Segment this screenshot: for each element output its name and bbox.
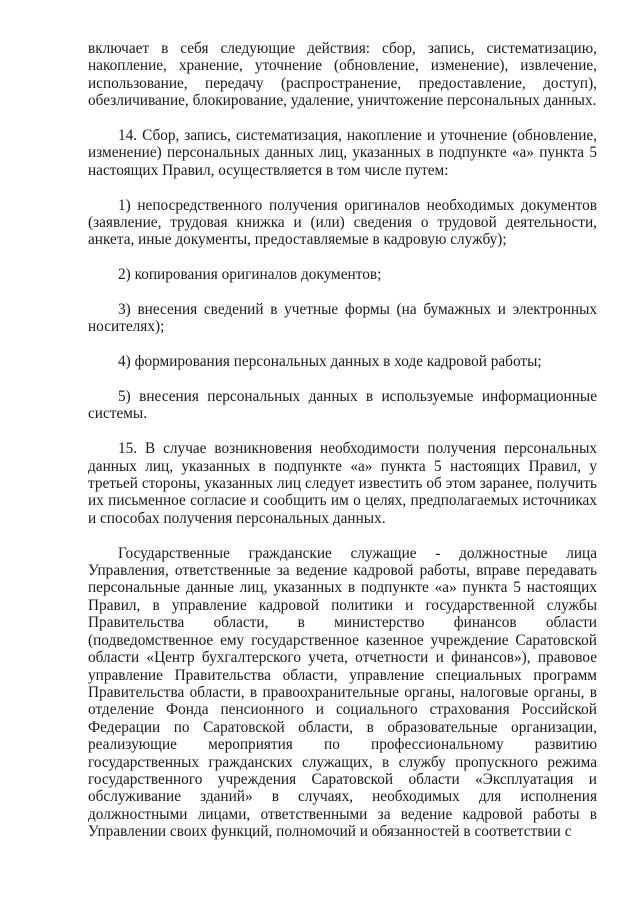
list-item-5: 5) внесения персональных данных в используемые информационные системы.	[88, 388, 597, 423]
paragraph-civil-servants: Государственные гражданские служащие - должностные лица Управления, ответственные за ведение кадровой работы, вправе передавать персональные данные лиц, указанных в подпункте «а» пункта 5 настоящих Правил, в управление кадровой политики и государственной службы Правительства области, в министерство финансов области (подведомственное ему государственное казенное учреждение Саратовской области «Центр бухгалтерского учета, отчетности и финансов»), правовое управление Правительства области, управление специальных программ Правительства области, в правоохранительные органы, налоговые органы, в отделение Фонда пенсионного и социального страхования Российской Федерации по Саратовской области, в образовательные организации, реализующие мероприятия по профессиональному развитию государственных гражданских служащих, в службу пропускного режима государственного учреждения Саратовской области «Эксплуатация и обслуживание зданий» в случаях, необходимых для исполнения должностными лицами, ответственными за ведение кадровой работы в Управлении своих функций, полномочий и обязанностей в соответствии с	[88, 544, 597, 841]
list-item-1: 1) непосредственного получения оригиналов необходимых документов (заявление, трудовая книжка и (или) сведения о трудовой деятельности, анкета, иные документы, предоставляемые в кадровую службу);	[88, 196, 597, 249]
list-item-2: 2) копирования оригиналов документов;	[118, 266, 382, 284]
list-item-3: 3) внесения сведений в учетные формы (на бумажных и электронных носителях);	[88, 301, 597, 336]
paragraph-clause-14: 14. Сбор, запись, систематизация, накопление и уточнение (обновление, изменение) персональных данных лиц, указанных в подпункте «а» пункта 5 настоящих Правил, осуществляется в том числе путем:	[88, 127, 597, 179]
paragraph-actions-list: включает в себя следующие действия: сбор, запись, систематизацию, накопление, хранение, уточнение (обновление, изменение), извлечение, использование, передачу (распространение, предоставление, доступ), обезличивание, блокирование, удаление, уничтожение персональных данных.	[88, 40, 597, 110]
list-item-4: 4) формирования персональных данных в ходе кадровой работы;	[118, 353, 542, 371]
paragraph-clause-15: 15. В случае возникновения необходимости получения персональных данных лиц, указанных в подпункте «а» пункта 5 настоящих Правил, у третьей стороны, указанных лиц следует известить об этом заранее, получить их письменное согласие и сообщить им о целях, предполагаемых источниках и способах получения персональных данных.	[88, 440, 597, 527]
